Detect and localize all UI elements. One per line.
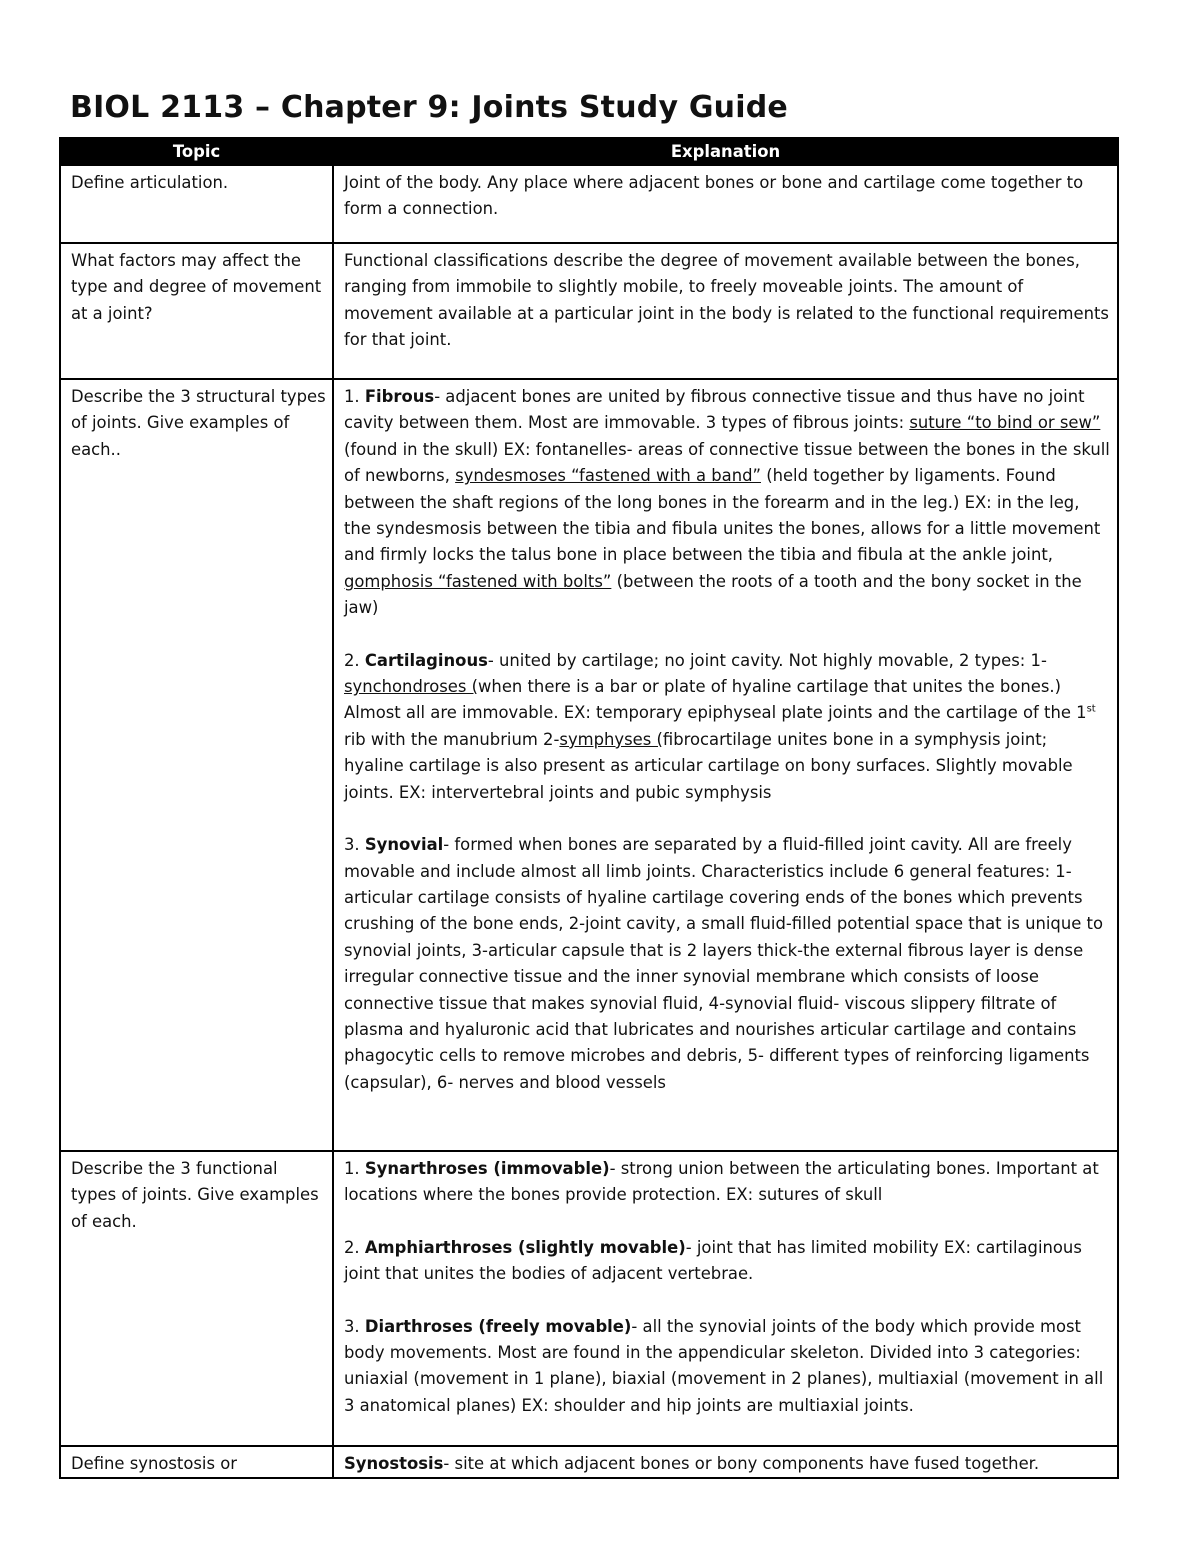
text: - united by cartilage; no joint cavity. Not highly movable, 2 types: 1-	[487, 650, 1047, 670]
text: fibrocartilage unites bone in a symphysis joint; hyaline cartilage is also present as articular cartilage on bony surfaces. Slightly movable joints. EX: intervertebral joints and pubic symphysis	[344, 729, 1073, 802]
text: rib with the manubrium 2-	[344, 729, 560, 749]
item-number: 2.	[344, 650, 365, 670]
explanation-cell: Functional classifications describe the degree of movement available between the bones, ranging from immobile to slightly mobile, to freely moveable joints. The amount of movement available at a particular joint in the body is related to the functional requirements for that joint.	[333, 243, 1118, 379]
cartilaginous-paragraph	[344, 648, 1111, 806]
text: (between the roots of a tooth and the bony socket in the jaw)	[344, 571, 1082, 618]
topic-cell: Define synostosis or	[60, 1446, 333, 1478]
table-row	[60, 243, 1118, 379]
explanation-cell	[333, 1446, 1118, 1478]
text: - strong union between the articulating bones. Important at locations where the bones provide protection. EX: sutures of skull	[344, 1159, 1099, 1205]
table-row	[60, 1446, 1118, 1478]
explanation-cell	[333, 1151, 1118, 1446]
table-header-row	[60, 138, 1118, 165]
term-cartilaginous: Cartilaginous	[364, 650, 488, 670]
item-number: 1.	[344, 387, 365, 406]
explanation-cell	[333, 379, 1118, 1151]
term-diarthroses: Diarthroses (freely movable)	[364, 1316, 632, 1336]
topic-cell: Define articulation.	[60, 165, 333, 243]
term-synovial: Synovial	[364, 835, 444, 855]
diarthroses-paragraph	[344, 1314, 1111, 1420]
term-syndesmoses: syndesmoses “fastened with a band”	[455, 466, 761, 486]
term-fibrous: Fibrous	[364, 387, 435, 406]
text: - adjacent bones are united by fibrous connective tissue and thus have no joint cavity between them. Most are immovable. 3 types of fibrous joints:	[344, 387, 1085, 433]
explanation-cell: Joint of the body. Any place where adjacent bones or bone and cartilage come together to form a connection.	[333, 165, 1118, 243]
header-explanation: Explanation	[333, 138, 1118, 165]
term-synchondroses: synchondroses (	[344, 677, 479, 697]
text: when there is a bar or plate of hyaline cartilage that unites the bones.) Almost all are immovable. EX: temporary epiphyseal plate joints and the cartilage of the 1	[344, 677, 1087, 723]
term-synostosis: Synostosis	[344, 1454, 444, 1473]
term-gomphosis: gomphosis “fastened with bolts”	[344, 571, 612, 591]
text: (held together by ligaments. Found between the shaft regions of the long bones in the forearm and in the leg.) EX: in the leg, the syndesmosis between the tibia and fibula unites the bones, allows for a little movement and firmly locks the talus bone in place between the tibia and fibula at the ankle joint,	[344, 466, 1101, 565]
table-row	[60, 165, 1118, 243]
topic-cell: What factors may affect the type and degree of movement at a joint?	[60, 243, 333, 379]
table-row	[60, 379, 1118, 1151]
topic-cell: Describe the 3 structural types of joints. Give examples of each..	[60, 379, 333, 1151]
topic-cell: Describe the 3 functional types of joints. Give examples of each.	[60, 1151, 333, 1446]
page-title: BIOL 2113 – Chapter 9: Joints Study Guide	[70, 90, 788, 125]
superscript: st	[1086, 704, 1096, 715]
synovial-paragraph	[344, 832, 1111, 1096]
term-synarthroses: Synarthroses (immovable)	[364, 1159, 610, 1178]
text: (found in the skull) EX: fontanelles- areas of connective tissue between the bones in the skull of newborns,	[344, 439, 1110, 486]
text: - all the synovial joints of the body which provide most body movements. Most are found in the appendicular skeleton. Divided into 3 categories: uniaxial (movement in 1 plane), biaxial (movement in 2 planes), multiaxial (movement in all 3 anatomical planes) EX: shoulder and hip joints are multiaxial joints.	[344, 1316, 1104, 1415]
fibrous-paragraph	[344, 384, 1111, 622]
text: - site at which adjacent bones or bony components have fused together.	[443, 1454, 1040, 1473]
text: - formed when bones are separated by a fluid-filled joint cavity. All are freely movable and include almost all limb joints. Characteristics include 6 general features: 1-articular cartilage consists of hyaline cartilage covering ends of the bones which prevents crushing of the bone ends, 2-joint cavity, a small fluid-filled potential space that is unique to synovial joints, 3-articular capsule that is 2 layers thick-the external fibrous layer is dense irregular connective tissue and the inner synovial membrane which consists of loose connective tissue that makes synovial fluid, 4-synovial fluid- viscous slippery filtrate of plasma and hyaluronic acid that lubricates and nourishes articular cartilage and contains phagocytic cells to remove microbes and debris, 5- different types of reinforcing ligaments (capsular), 6- nerves and blood vessels	[344, 835, 1103, 1092]
item-number: 1.	[344, 1159, 365, 1178]
item-number: 3.	[344, 835, 365, 855]
study-guide-table	[59, 137, 1119, 1479]
header-topic: Topic	[60, 138, 333, 165]
item-number: 2.	[344, 1237, 365, 1257]
term-amphiarthroses: Amphiarthroses (slightly movable)	[364, 1237, 686, 1257]
amphiarthroses-paragraph	[344, 1235, 1111, 1288]
term-suture: suture “to bind or sew”	[909, 413, 1101, 433]
text: - joint that has limited mobility EX: cartilaginous joint that unites the bodies of adjacent vertebrae.	[344, 1237, 1082, 1284]
term-symphyses: symphyses (	[559, 729, 663, 749]
synarthroses-paragraph	[344, 1156, 1111, 1209]
table-row	[60, 1151, 1118, 1446]
item-number: 3.	[344, 1316, 365, 1336]
